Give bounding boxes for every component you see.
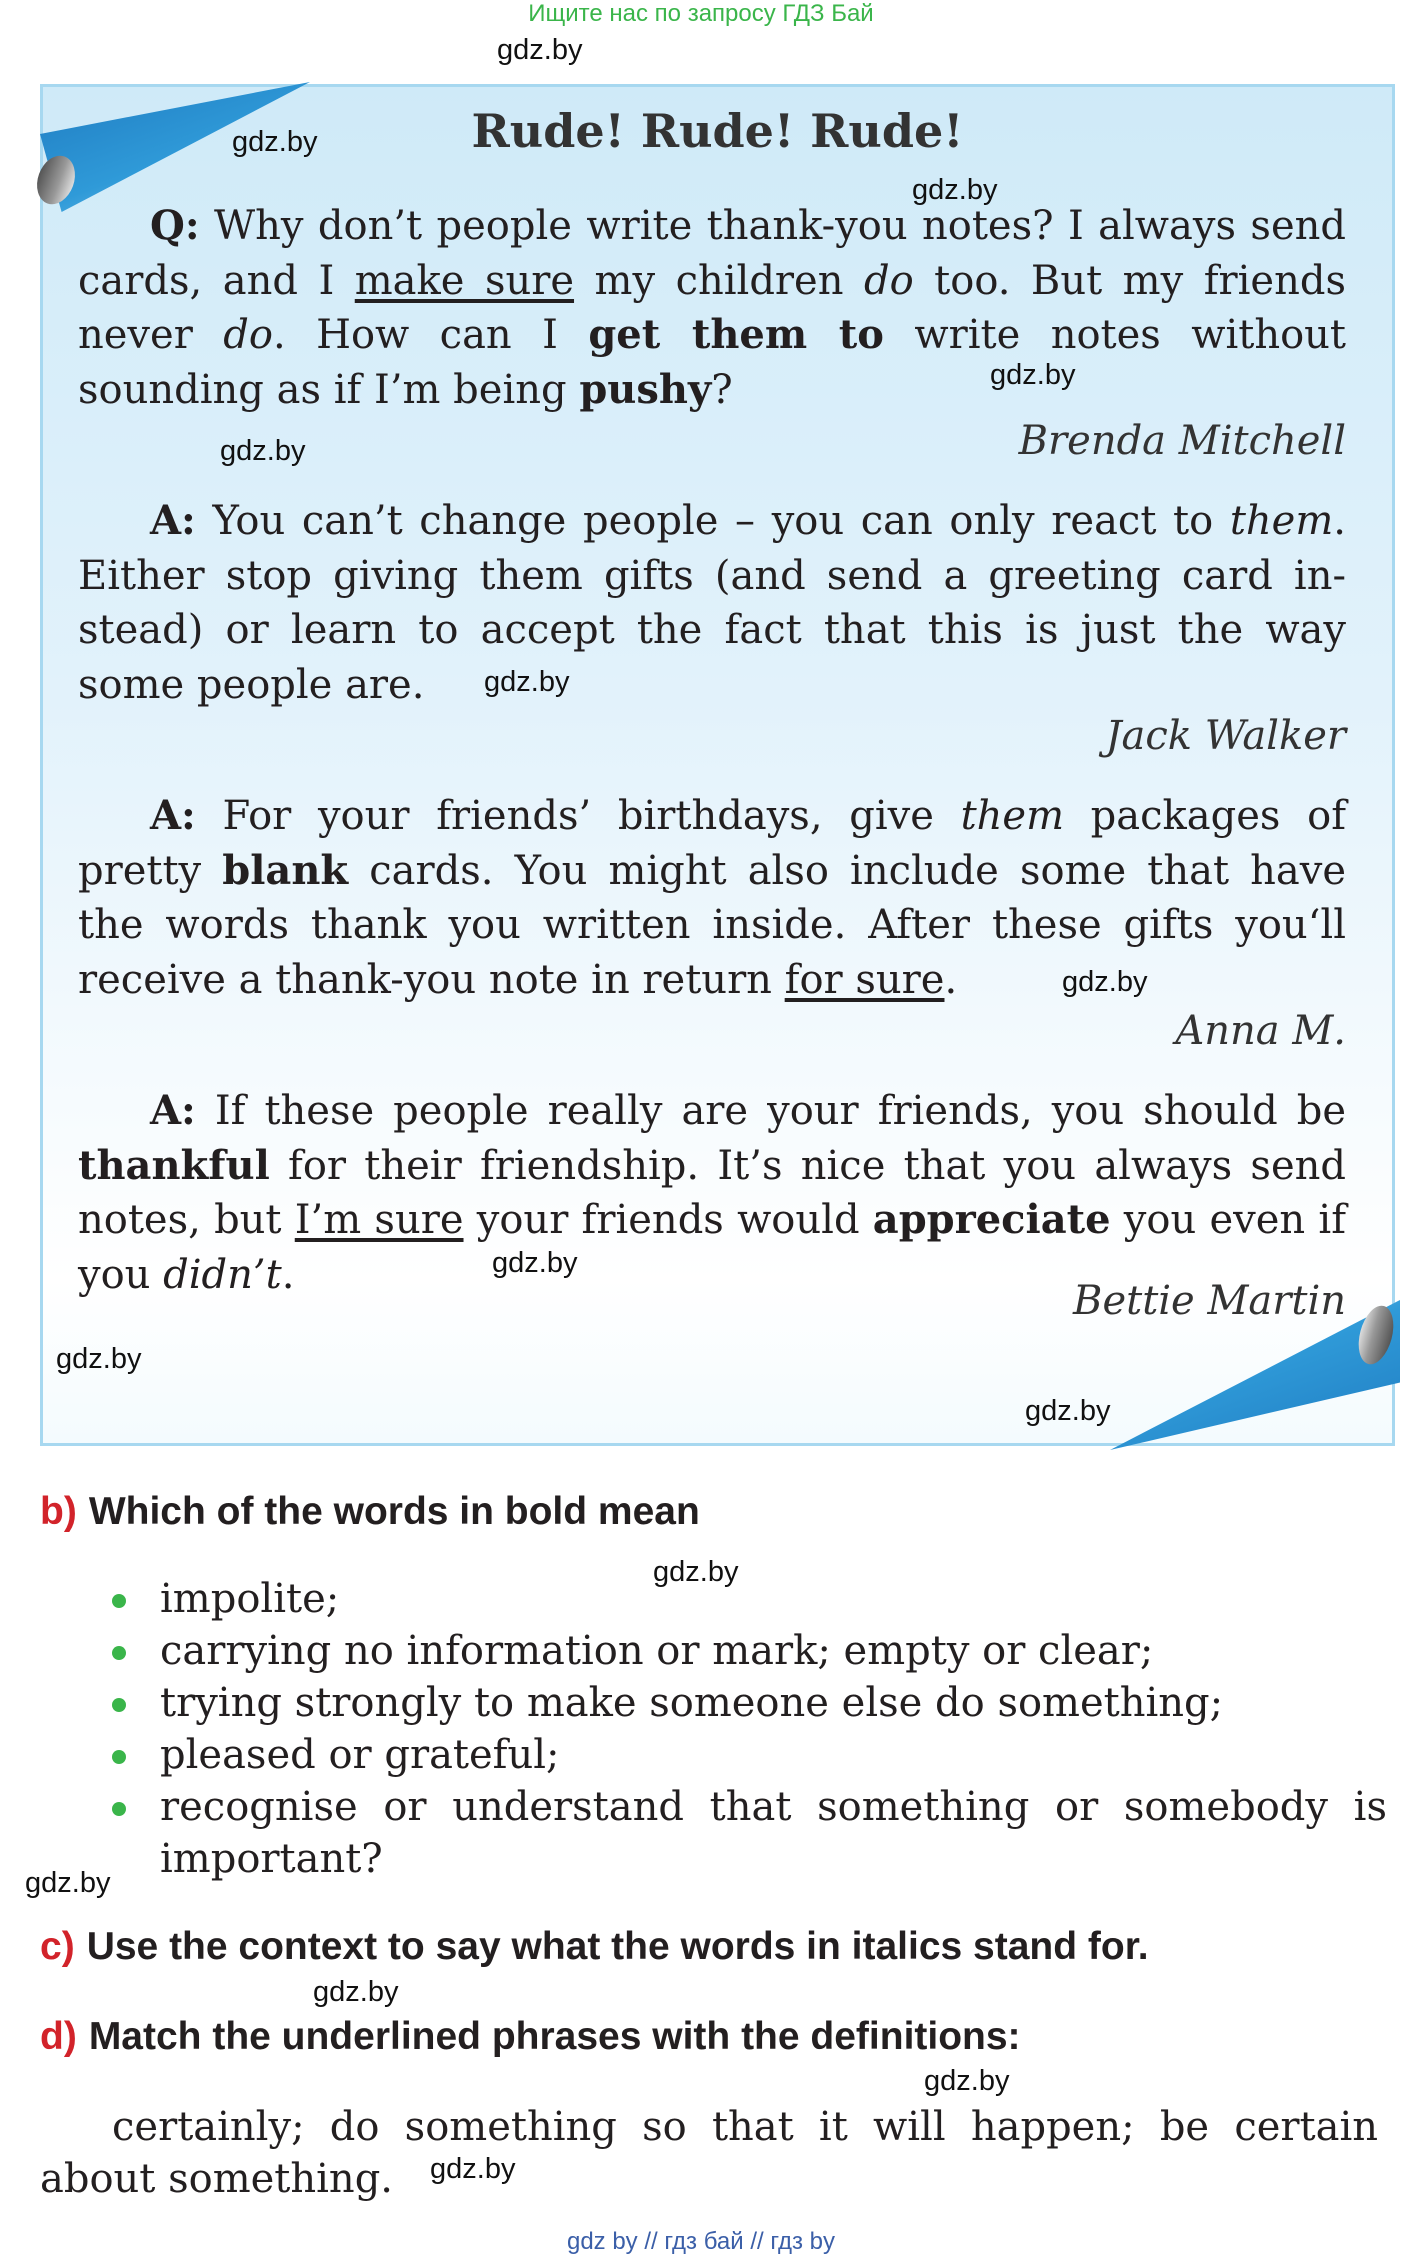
watermark: gdz.by (912, 174, 998, 206)
list-item: pleased or grateful; (112, 1729, 1387, 1781)
list-item: recognise or understand that something or somebody is important? (112, 1781, 1387, 1885)
watermark: gdz.by (484, 666, 570, 698)
exercise-letter: c) (40, 1925, 75, 1968)
text: packages of pretty (78, 793, 1346, 894)
watermark: gdz.by (924, 2065, 1010, 2097)
text: . (281, 1251, 295, 1298)
bold-phrase: get them to (588, 311, 884, 358)
underlined-phrase: for sure (784, 956, 945, 1003)
watermark: gdz.by (56, 1343, 142, 1375)
text: If these people really are your friends, you should be (195, 1088, 1346, 1134)
underlined-phrase: I’m sure (294, 1197, 464, 1243)
text: cards. You might also include some that have the words thank you written inside. After these gifts you‘ll receive a thank-you note in return (78, 847, 1346, 1003)
exercise-instruction: Use the context to say what the words in italics stand for. (86, 1925, 1149, 1968)
italic-word: them (1229, 498, 1334, 544)
footer-links: gdz by // гдз бай // гдз by (566, 2228, 836, 2255)
italic-word: didn’t (163, 1251, 282, 1298)
italic-word: do (223, 312, 273, 358)
exercise-b-heading (40, 1490, 700, 1534)
author-signature: Bettie Martin (1073, 1278, 1346, 1324)
text: ? (711, 366, 733, 413)
author-signature: Brenda Mitchell (1018, 418, 1346, 464)
answer-paragraph-1 (78, 494, 1346, 712)
text: too. But my friends never (78, 257, 1346, 358)
bold-word: pushy (579, 365, 712, 413)
text: . How can I (272, 312, 589, 358)
bold-word: appreciate (872, 1196, 1111, 1243)
exercise-instruction: Which of the words in bold mean (88, 1490, 700, 1533)
exercise-letter: d) (40, 2015, 77, 2058)
exercise-c-heading (40, 1925, 1149, 1969)
watermark: gdz.by (430, 2153, 516, 2185)
a-label: A: (150, 497, 196, 544)
answer-paragraph-3 (78, 1084, 1346, 1302)
text: write notes without sounding as if I’m being (78, 312, 1347, 413)
text: . Either stop giving them gifts (and send a greeting card in-stead) or learn to accept the fact that this is just the way some people are. (78, 498, 1346, 708)
author-signature: Jack Walker (1105, 713, 1346, 759)
a-label: A: (150, 792, 196, 839)
italic-word: do (863, 257, 914, 304)
watermark: gdz.by (497, 34, 583, 66)
italic-word: them (960, 793, 1064, 839)
watermark: gdz.by (653, 1556, 739, 1588)
list-item: impolite; (112, 1573, 1387, 1625)
answer-paragraph-2 (78, 789, 1346, 1007)
text: . (944, 956, 958, 1003)
text: Why don’t people write thank-you notes? I always send cards, and I (78, 203, 1346, 304)
text: For your friends’ birthdays, give (195, 793, 961, 839)
watermark: gdz.by (492, 1247, 578, 1279)
exercise-d-heading (40, 2015, 1021, 2059)
underlined-phrase: make sure (354, 257, 575, 304)
watermark: gdz.by (1025, 1395, 1111, 1427)
watermark: gdz.by (313, 1976, 399, 2008)
watermark: gdz.by (220, 435, 306, 467)
list-item: carrying no information or mark; empty or clear; (112, 1625, 1387, 1677)
text: you even if you (78, 1197, 1347, 1298)
definitions-text: certainly; do something so that it will happen; be certain about something. (40, 2104, 1378, 2202)
top-banner: Ищите нас по запросу ГДЗ Бай (528, 0, 874, 27)
text: my children (574, 257, 864, 304)
bold-word: blank (222, 846, 349, 894)
text: your friends would (463, 1197, 873, 1243)
definition-list (112, 1573, 1387, 1885)
a-label: A: (150, 1087, 196, 1134)
exercise-instruction: Match the underlined phrases with the definitions: (88, 2015, 1021, 2058)
author-signature: Anna M. (1175, 1008, 1346, 1054)
watermark: gdz.by (990, 359, 1076, 391)
list-item: trying strongly to make someone else do something; (112, 1677, 1387, 1729)
card-title: Rude! Rude! Rude! (471, 104, 964, 158)
watermark: gdz.by (25, 1867, 111, 1899)
watermark: gdz.by (232, 126, 318, 158)
question-paragraph (78, 199, 1346, 417)
watermark: gdz.by (1062, 966, 1148, 998)
exercise-letter: b) (40, 1490, 77, 1533)
text: You can’t change people – you can only react to (195, 498, 1230, 544)
bold-word: thankful (78, 1141, 270, 1189)
text: for their friendship. It’s nice that you always send notes, but (78, 1142, 1346, 1243)
q-label: Q: (150, 202, 200, 249)
